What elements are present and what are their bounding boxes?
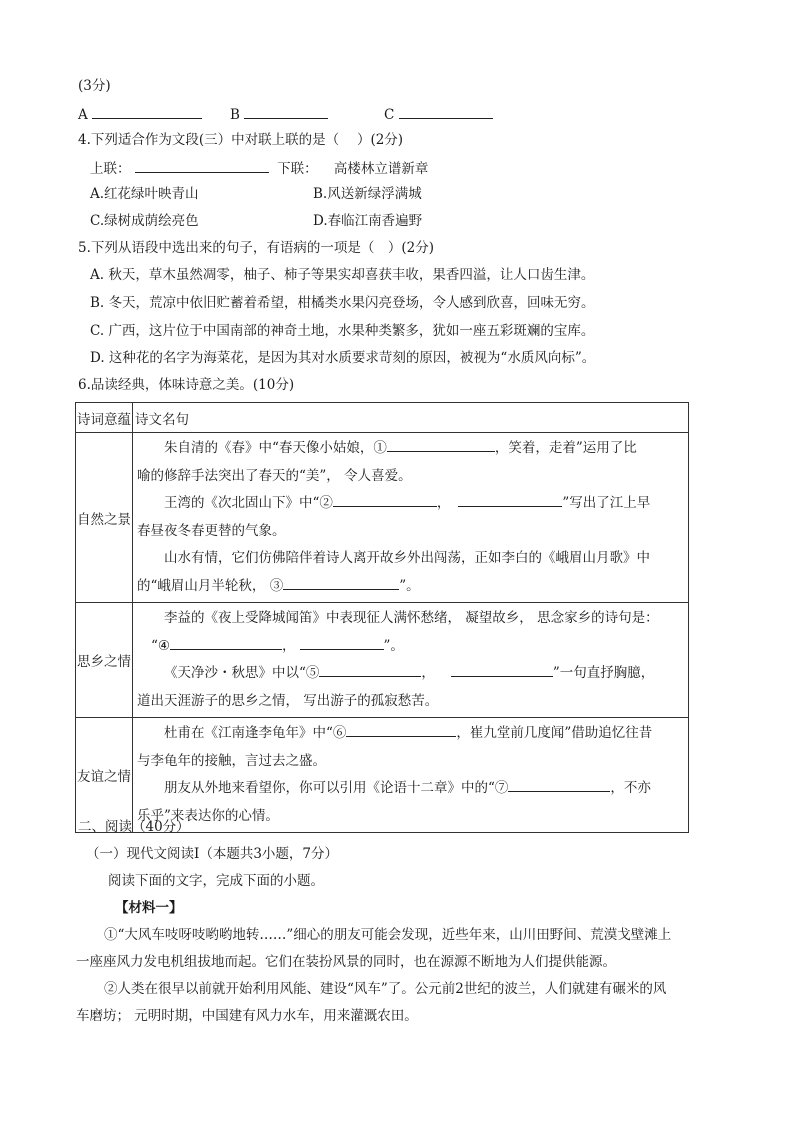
friendship-line-2: 与李龟年的接触，言过去之盛。 xyxy=(137,752,326,769)
friendship-line-4: 乐乎”来表达你的心情。 xyxy=(137,807,279,824)
nature-line-2: 喻的修辞手法突出了春天的“美”， 令人喜爱。 xyxy=(137,467,412,484)
blank-3 xyxy=(283,575,399,590)
paragraph-2-line-2: 车磨坊； 元明时期，中国建有风力水车，用来灌溉农田。 xyxy=(76,1008,418,1024)
q4-option-c: C.绿树成荫绘亮色 xyxy=(90,213,199,229)
blank-5a xyxy=(319,662,421,677)
score-note: (3分) xyxy=(78,78,111,94)
q4-lower-text: 高楼林立谱新章 xyxy=(333,161,429,177)
material-heading: 【材料一】 xyxy=(115,900,183,916)
row-category-homesick: 思乡之情 xyxy=(76,603,133,718)
reading-subsection-title: （一）现代文阅读Ⅰ（本题共3小题，7分） xyxy=(86,846,339,862)
friendship-line-1: 杜甫在《江南逢李龟年》中“⑥ ，崔九堂前几度闻”借助追忆往昔 xyxy=(137,720,684,748)
nature-line-5: 山水有情，它们仿佛陪伴着诗人离开故乡外出闯荡，正如李白的《峨眉山月歌》中 xyxy=(164,550,650,566)
q5-option-a: A. 秋天，草木虽然凋零，柚子、柿子等果实却喜获丰收，果香四溢，让人口齿生津。 xyxy=(90,267,595,283)
homesick-line-3: 《天净沙・秋思》中以“⑤ ， ”一句直抒胸臆， xyxy=(137,660,684,688)
blank-2b xyxy=(458,492,562,507)
homesick-line-2: “④ ， ”。 xyxy=(137,633,684,661)
blank-6 xyxy=(346,722,456,737)
blank-a-row xyxy=(78,104,202,124)
q6-stem: 6.品读经典，体味诗意之美。(10分) xyxy=(78,377,295,393)
blank-c-label: C xyxy=(384,107,395,123)
nature-line-3: 王湾的《次北固山下》中“② ， ”写出了江上早 xyxy=(137,490,684,518)
q4-upper-blank xyxy=(135,158,269,173)
poem-table xyxy=(75,402,689,833)
nature-line-1: 朱自清的《春》中“春天像小姑娘，① ，笑着，走着”运用了比 xyxy=(137,435,684,463)
blank-b xyxy=(244,104,328,119)
blank-c xyxy=(399,104,493,119)
row-lines-nature xyxy=(133,433,689,603)
q5-option-b: B. 冬天，荒凉中依旧贮蓄着希望，柑橘类水果闪亮登场，令人感到欣喜，回味无穷。 xyxy=(90,295,595,311)
nature-line-6: 的“峨眉山月半轮秋， ③ ”。 xyxy=(137,573,684,601)
blank-2a xyxy=(333,492,437,507)
row-category-nature: 自然之景 xyxy=(76,433,133,603)
q5-stem: 5.下列从语段中选出来的句子，有语病的一项是（ ）(2分) xyxy=(78,240,435,256)
blank-b-label: B xyxy=(230,107,240,123)
header-category: 诗词意蕴 xyxy=(76,403,133,433)
q4-option-b: B.风送新绿浮满城 xyxy=(313,186,422,202)
blank-a xyxy=(92,104,202,119)
q5-option-c: C. 广西，这片位于中国南部的神奇土地，水果种类繁多，犹如一座五彩斑斓的宝库。 xyxy=(90,323,595,339)
q4-stem: 4.下列适合作为文段(三）中对联上联的是（ ）(2分) xyxy=(78,132,404,148)
row-lines-homesick xyxy=(133,603,689,718)
row-friendship xyxy=(76,718,689,833)
header-lines: 诗文名句 xyxy=(133,403,689,433)
homesick-line-4: 道出天涯游子的思乡之情， 写出游子的孤寂愁苦。 xyxy=(137,692,439,709)
row-homesick xyxy=(76,603,689,718)
paragraph-1-line-2: 一座座风力发电机组拔地而起。它们在装扮风景的同时，也在源源不断地为人们提供能源。 xyxy=(76,954,616,970)
blank-4b xyxy=(300,635,384,650)
nature-line-4: 春昼夜冬春更替的气象。 xyxy=(137,522,286,539)
homesick-line-1: 李益的《夜上受降城闻笛》中表现征人满怀愁绪， 凝望故乡， 思念家乡的诗句是： xyxy=(164,610,659,626)
blank-a-label: A xyxy=(78,107,88,123)
paragraph-2-line-1: ②人类在很早以前就开始利用风能、建设“风车”了。公元前2世纪的波兰，人们就建有碾米的风 xyxy=(104,981,667,997)
blank-1 xyxy=(387,437,495,452)
q5-option-d: D. 这种花的名字为海菜花，是因为其对水质要求苛刻的原因，被视为“水质风向标”。 xyxy=(90,350,596,366)
poem-table-header xyxy=(76,403,689,433)
blank-7 xyxy=(508,777,610,792)
q4-lower-label: 下联： xyxy=(277,161,318,177)
row-category-friendship: 友谊之情 xyxy=(76,718,133,833)
blank-5b xyxy=(451,662,553,677)
reading-instruction: 阅读下面的文字，完成下面的小题。 xyxy=(108,873,324,889)
q4-upper-label: 上联： xyxy=(90,161,131,177)
paragraph-1-line-1: ①“大风车吱呀吱哟哟地转……”细心的朋友可能会发现，近些年来，山川田野间、荒漠戈壁滩上 xyxy=(104,927,672,943)
friendship-line-3: 朋友从外地来看望你，你可以引用《论语十二章》中的“⑦ ，不亦 xyxy=(137,775,684,803)
blank-c-row xyxy=(384,104,493,124)
row-nature xyxy=(76,433,689,603)
q4-option-a: A.红花绿叶映青山 xyxy=(90,186,199,202)
row-lines-friendship xyxy=(133,718,689,833)
q4-couplet xyxy=(90,158,428,178)
blank-4a xyxy=(170,635,282,650)
q4-option-d: D.春临江南香遍野 xyxy=(313,213,423,229)
blank-b-row xyxy=(230,104,328,124)
reading-section-title: 二、阅读（40分） xyxy=(78,819,190,835)
